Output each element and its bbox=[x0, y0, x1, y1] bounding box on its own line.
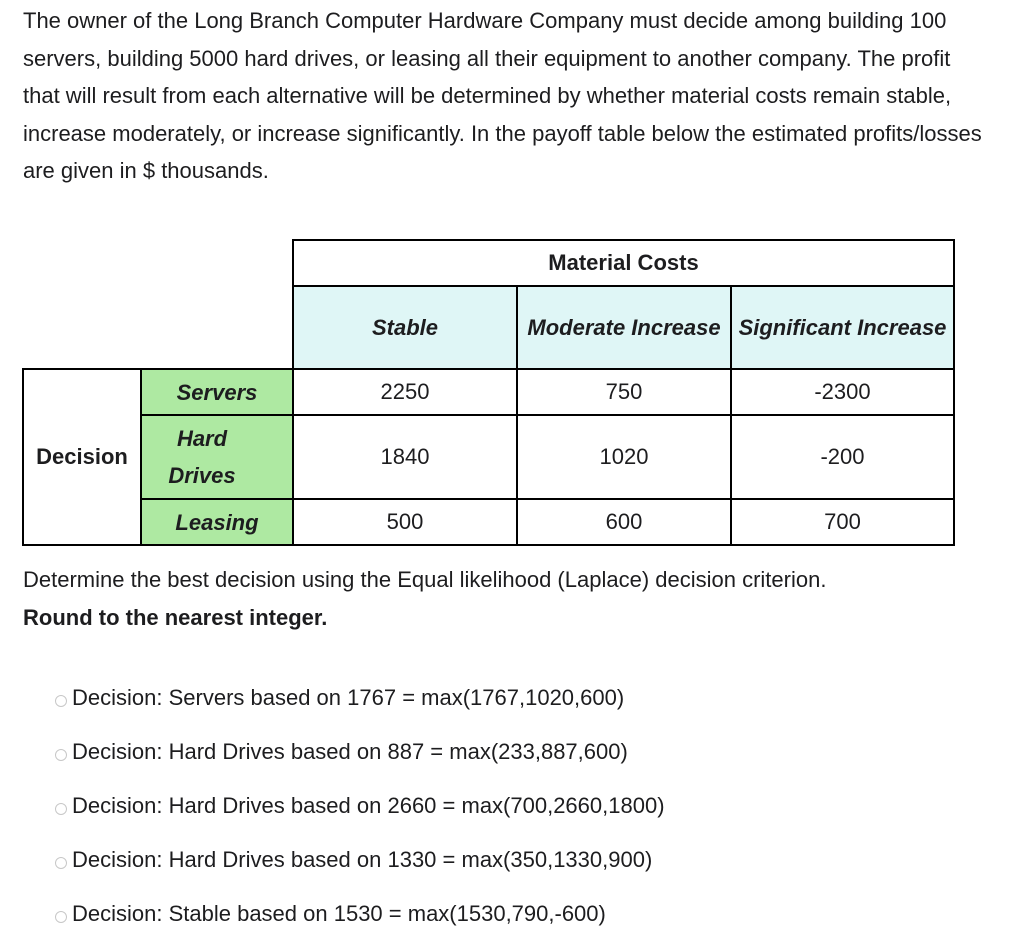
answer-option-4[interactable] bbox=[55, 833, 665, 887]
radio-button[interactable] bbox=[55, 749, 67, 761]
decision-label: Decision bbox=[23, 369, 141, 545]
row-label-hard-drives: Hard Drives bbox=[141, 415, 293, 499]
payoff-table bbox=[22, 239, 955, 546]
option-label: Decision: Hard Drives based on 2660 = max(700,2660,1800) bbox=[72, 793, 665, 818]
material-costs-header: Material Costs bbox=[293, 240, 954, 286]
option-label: Decision: Servers based on 1767 = max(1767,1020,600) bbox=[72, 685, 625, 710]
answer-option-5[interactable] bbox=[55, 887, 665, 941]
option-label: Decision: Hard Drives based on 1330 = max(350,1330,900) bbox=[72, 847, 653, 872]
column-header-stable: Stable bbox=[293, 286, 517, 369]
table-row bbox=[23, 369, 954, 415]
table-cell: 600 bbox=[517, 499, 731, 545]
radio-button[interactable] bbox=[55, 857, 67, 869]
column-header-significant: Significant Increase bbox=[731, 286, 954, 369]
task-emphasis: Round to the nearest integer. bbox=[23, 604, 328, 630]
option-label: Decision: Stable based on 1530 = max(1530,790,-600) bbox=[72, 901, 606, 926]
header-row-top bbox=[23, 240, 954, 286]
task-text bbox=[23, 561, 983, 636]
table-corner bbox=[23, 240, 293, 286]
radio-button[interactable] bbox=[55, 911, 67, 923]
table-cell: -2300 bbox=[731, 369, 954, 415]
radio-button[interactable] bbox=[55, 803, 67, 815]
problem-intro: The owner of the Long Branch Computer Hardware Company must decide among building 100 servers, building 5000 hard drives, or leasing all their equipment to another company. The profit that will result from each alternative will be determined by whether material costs remain stable, increase moderately, or increase significantly. In the payoff table below the estimated profits/losses are given in $ thousands. bbox=[23, 8, 982, 183]
answer-options bbox=[55, 671, 665, 941]
table-cell: 750 bbox=[517, 369, 731, 415]
row-label-servers: Servers bbox=[141, 369, 293, 415]
answer-option-1[interactable] bbox=[55, 671, 665, 725]
answer-option-2[interactable] bbox=[55, 725, 665, 779]
task-instruction: Determine the best decision using the Equal likelihood (Laplace) decision criterion. bbox=[23, 567, 827, 592]
row-label-leasing: Leasing bbox=[141, 499, 293, 545]
answer-option-3[interactable] bbox=[55, 779, 665, 833]
option-label: Decision: Hard Drives based on 887 = max(233,887,600) bbox=[72, 739, 628, 764]
table-cell: 500 bbox=[293, 499, 517, 545]
table-cell: -200 bbox=[731, 415, 954, 499]
column-header-moderate: Moderate Increase bbox=[517, 286, 731, 369]
table-cell: 1020 bbox=[517, 415, 731, 499]
header-row-columns bbox=[23, 286, 954, 369]
table-corner bbox=[23, 286, 293, 369]
table-row bbox=[23, 499, 954, 545]
table-cell: 1840 bbox=[293, 415, 517, 499]
table-row bbox=[23, 415, 954, 499]
table-cell: 2250 bbox=[293, 369, 517, 415]
table-cell: 700 bbox=[731, 499, 954, 545]
radio-button[interactable] bbox=[55, 695, 67, 707]
